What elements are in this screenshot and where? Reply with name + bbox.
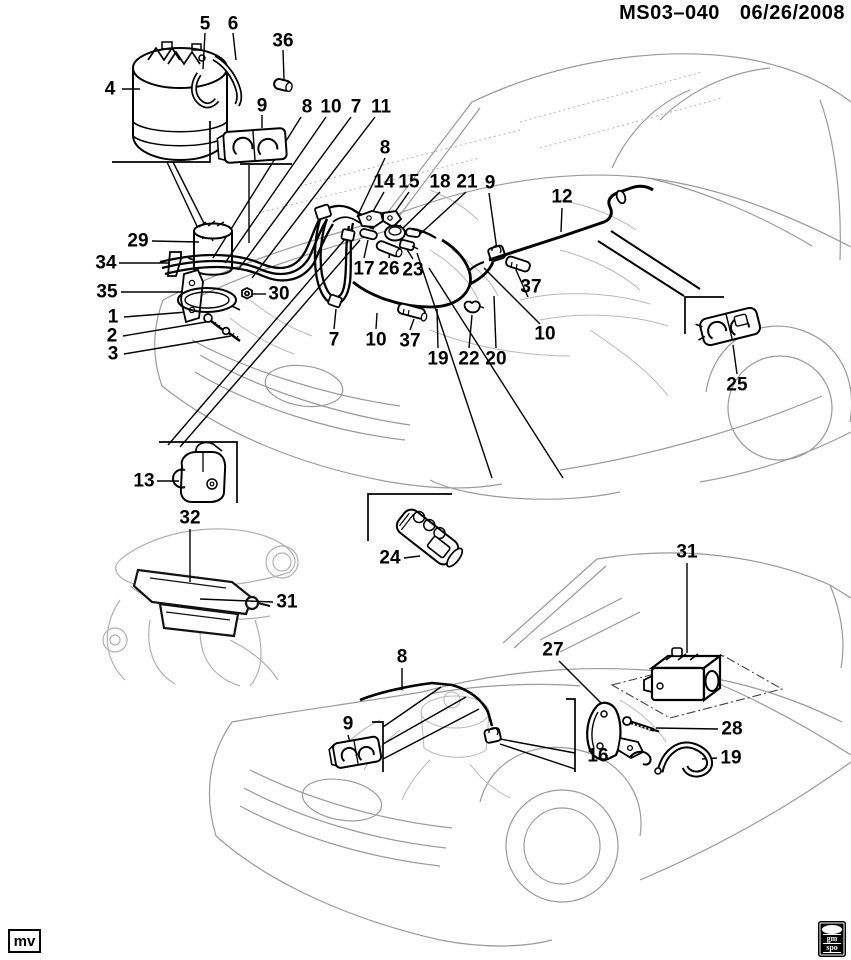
callout-7: 7 [350, 96, 362, 118]
leader-lines-bold [598, 231, 700, 296]
callout-10: 10 [534, 323, 556, 345]
callout-32: 32 [179, 507, 201, 529]
callout-31: 31 [676, 541, 698, 563]
author-mark: mv [13, 932, 36, 950]
callout-9: 9 [484, 172, 496, 194]
gm-spo-logo [818, 921, 846, 957]
part-22-clip [465, 301, 484, 312]
drawing-number: MS03–040 [619, 2, 720, 24]
callout-29: 29 [127, 230, 149, 252]
callout-8: 8 [396, 646, 408, 668]
callout-1: 1 [107, 306, 119, 328]
callout-11: 11 [370, 96, 392, 118]
hose-5 [194, 74, 217, 105]
callout-10: 10 [320, 96, 342, 118]
callout-3: 3 [107, 343, 119, 365]
callout-21: 21 [456, 171, 478, 193]
author-mark-box [8, 929, 41, 953]
drawing-date: 06/26/2008 [739, 2, 845, 24]
gm-logo-text-top: gm [823, 934, 841, 943]
callout-34: 34 [95, 252, 117, 274]
clip-9-bottom [328, 736, 382, 769]
callout-19: 19 [427, 348, 449, 370]
bottom-car-outline [209, 553, 851, 946]
callout-6: 6 [227, 13, 239, 35]
part-3-stud [223, 328, 240, 341]
drawing-header [605, 2, 845, 25]
callout-35: 35 [96, 281, 118, 303]
callout-13: 13 [133, 470, 155, 492]
callout-37: 37 [520, 276, 542, 298]
callout-30: 30 [268, 283, 290, 305]
callout-24: 24 [379, 547, 401, 569]
part-2-bolt [204, 314, 223, 330]
callout-8: 8 [379, 137, 391, 159]
callout-28: 28 [721, 718, 743, 740]
callout-9: 9 [256, 95, 268, 117]
clip-25 [694, 306, 762, 347]
gm-logo-text-bottom: spo [823, 943, 841, 953]
hose-19-bottom [655, 745, 710, 774]
booster-clip [484, 727, 501, 743]
part-35-bracket [181, 270, 203, 322]
callout-7: 7 [328, 329, 340, 351]
callout-5: 5 [199, 13, 211, 35]
callout-17: 17 [353, 258, 375, 280]
part-23-fitting [399, 239, 418, 250]
callout-31: 31 [276, 591, 298, 613]
part-30-nut [242, 288, 252, 299]
part-32-bracket [134, 570, 270, 636]
callout-14: 14 [373, 171, 395, 193]
callout-15: 15 [398, 171, 420, 193]
leader-lines [119, 30, 737, 769]
clip-9-top [217, 128, 287, 164]
callout-8: 8 [301, 96, 313, 118]
clip-24 [393, 504, 468, 571]
part-18-grommet [385, 224, 405, 241]
callout-19: 19 [720, 747, 742, 769]
callout-23: 23 [402, 259, 424, 281]
clip-13 [173, 442, 225, 502]
callout-10: 10 [365, 329, 387, 351]
callout-20: 20 [485, 348, 507, 370]
callout-18: 18 [429, 171, 451, 193]
part-36-sleeve [273, 78, 293, 92]
callout-26: 26 [378, 258, 400, 280]
callout-22: 22 [458, 348, 480, 370]
top-car-outline [155, 54, 851, 499]
callout-4: 4 [104, 78, 116, 100]
callout-16: 16 [587, 745, 609, 767]
callout-36: 36 [272, 30, 294, 52]
callout-27: 27 [542, 639, 564, 661]
callout-2: 2 [106, 325, 118, 347]
callout-9: 9 [342, 713, 354, 735]
callout-12: 12 [551, 186, 573, 208]
callout-frames [112, 121, 724, 772]
connector-37-right [505, 256, 531, 273]
solenoid-31-bottom [644, 648, 720, 700]
bracket-16-piece [618, 738, 643, 758]
bolt-28 [623, 717, 659, 732]
callout-25: 25 [726, 374, 748, 396]
gm-logo-oval-icon [822, 925, 842, 934]
callout-37: 37 [399, 330, 421, 352]
